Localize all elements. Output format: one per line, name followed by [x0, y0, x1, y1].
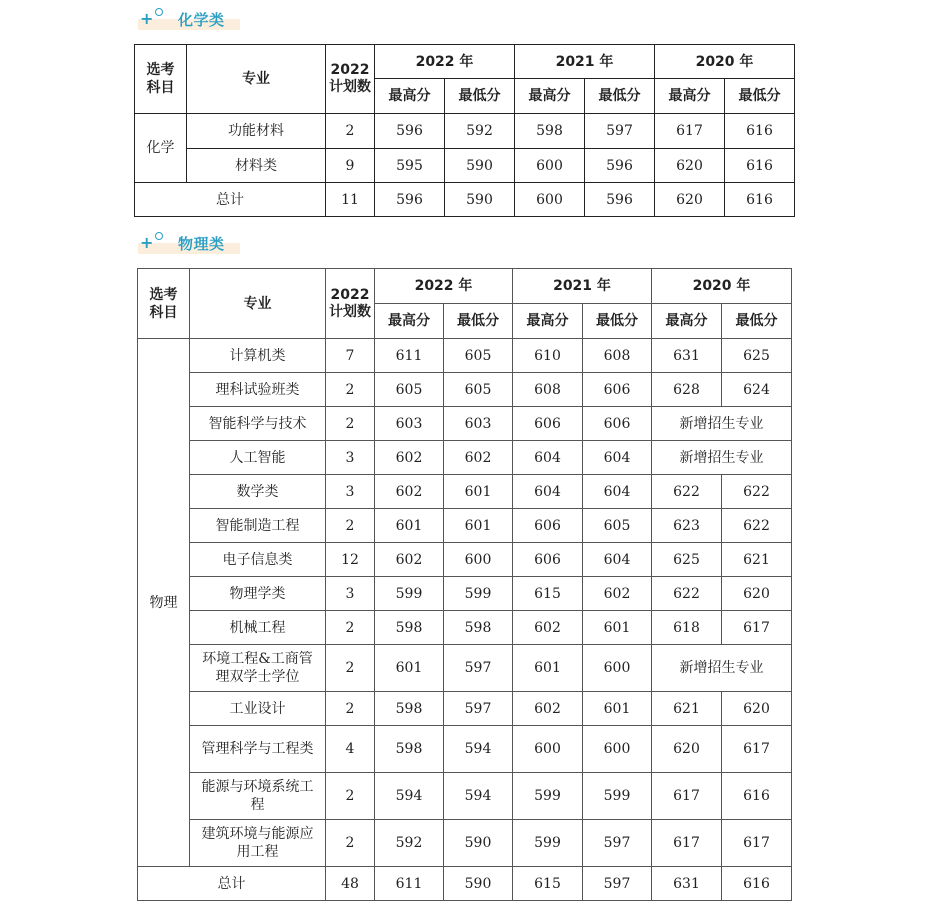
major-cell: 能源与环境系统工程 [190, 773, 326, 820]
score-cell: 625 [722, 339, 792, 373]
score-cell: 599 [513, 820, 583, 867]
score-cell: 611 [375, 867, 444, 901]
score-cell: 600 [515, 149, 585, 183]
subject-cell: 物理 [138, 339, 190, 867]
new-major-note: 新增招生专业 [652, 441, 792, 475]
score-cell: 620 [722, 692, 792, 726]
score-cell: 594 [375, 773, 444, 820]
plan-cell: 3 [326, 475, 375, 509]
score-cell: 605 [583, 509, 652, 543]
score-cell: 598 [375, 611, 444, 645]
plus-circle-icon: + [134, 232, 174, 254]
score-cell: 601 [583, 611, 652, 645]
min-score-header: 最低分 [444, 304, 513, 339]
score-cell: 603 [444, 407, 513, 441]
score-cell: 606 [583, 373, 652, 407]
score-cell: 616 [722, 867, 792, 901]
max-score-header: 最高分 [655, 79, 725, 114]
score-cell: 594 [444, 726, 513, 773]
score-cell: 601 [444, 509, 513, 543]
plan-cell: 2 [326, 645, 375, 692]
major-cell: 电子信息类 [190, 543, 326, 577]
score-cell: 628 [652, 373, 722, 407]
plan-cell: 4 [326, 726, 375, 773]
score-cell: 620 [655, 149, 725, 183]
table-row [138, 441, 792, 475]
score-cell: 604 [513, 441, 583, 475]
score-cell: 601 [375, 509, 444, 543]
plus-circle-icon: + [134, 8, 174, 30]
score-cell: 596 [375, 114, 445, 149]
score-cell: 606 [513, 543, 583, 577]
score-cell: 596 [585, 149, 655, 183]
score-cell: 621 [652, 692, 722, 726]
max-score-header: 最高分 [375, 79, 445, 114]
plan-cell: 9 [326, 149, 375, 183]
score-cell: 631 [652, 867, 722, 901]
score-cell: 608 [513, 373, 583, 407]
score-cell: 616 [725, 114, 795, 149]
max-score-header: 最高分 [652, 304, 722, 339]
major-cell: 机械工程 [190, 611, 326, 645]
table-row [138, 543, 792, 577]
score-cell: 617 [652, 773, 722, 820]
score-cell: 598 [375, 726, 444, 773]
plan-cell: 2 [326, 692, 375, 726]
score-cell: 596 [375, 183, 445, 217]
year-header: 2020 年 [652, 269, 792, 304]
score-cell: 610 [513, 339, 583, 373]
score-cell: 599 [375, 577, 444, 611]
plan-cell: 2 [326, 509, 375, 543]
plan-cell: 2 [326, 373, 375, 407]
score-cell: 622 [652, 475, 722, 509]
col-header-major: 专业 [187, 45, 326, 114]
score-cell: 615 [513, 577, 583, 611]
score-cell: 594 [444, 773, 513, 820]
score-cell: 590 [445, 149, 515, 183]
score-cell: 602 [583, 577, 652, 611]
major-cell: 建筑环境与能源应用工程 [190, 820, 326, 867]
score-cell: 602 [513, 611, 583, 645]
phys-score-table [137, 268, 792, 901]
score-cell: 617 [655, 114, 725, 149]
plan-cell: 2 [326, 611, 375, 645]
score-cell: 617 [722, 820, 792, 867]
table-row [138, 475, 792, 509]
score-cell: 601 [444, 475, 513, 509]
section-title: 物理类 [178, 234, 225, 253]
chem-score-table [134, 44, 795, 217]
score-cell: 620 [722, 577, 792, 611]
score-cell: 595 [375, 149, 445, 183]
score-cell: 601 [583, 692, 652, 726]
new-major-note: 新增招生专业 [652, 645, 792, 692]
plan-cell: 3 [326, 441, 375, 475]
col-header-subject: 选考科目 [138, 269, 190, 339]
table-row [138, 339, 792, 373]
score-cell: 622 [722, 509, 792, 543]
phys-body [138, 339, 792, 901]
col-header-plan: 2022计划数 [326, 269, 375, 339]
table-row [138, 820, 792, 867]
table-row [135, 149, 795, 183]
max-score-header: 最高分 [513, 304, 583, 339]
col-header-major: 专业 [190, 269, 326, 339]
table-row [138, 726, 792, 773]
plan-cell: 2 [326, 114, 375, 149]
year-header: 2021 年 [513, 269, 652, 304]
score-cell: 605 [444, 339, 513, 373]
major-cell: 环境工程&工商管理双学士学位 [190, 645, 326, 692]
major-cell: 智能制造工程 [190, 509, 326, 543]
score-cell: 621 [722, 543, 792, 577]
score-cell: 616 [725, 149, 795, 183]
score-cell: 606 [583, 407, 652, 441]
score-cell: 602 [375, 441, 444, 475]
score-cell: 604 [583, 441, 652, 475]
score-cell: 625 [652, 543, 722, 577]
major-cell: 材料类 [187, 149, 326, 183]
score-cell: 617 [722, 726, 792, 773]
score-cell: 590 [444, 820, 513, 867]
score-cell: 611 [375, 339, 444, 373]
table-row [138, 407, 792, 441]
score-cell: 606 [513, 407, 583, 441]
score-cell: 631 [652, 339, 722, 373]
chem-body [135, 114, 795, 217]
score-cell: 617 [652, 820, 722, 867]
score-cell: 608 [583, 339, 652, 373]
score-cell: 599 [513, 773, 583, 820]
score-cell: 597 [444, 692, 513, 726]
score-cell: 605 [375, 373, 444, 407]
table-row [138, 577, 792, 611]
major-cell: 管理科学与工程类 [190, 726, 326, 773]
max-score-header: 最高分 [375, 304, 444, 339]
min-score-header: 最低分 [725, 79, 795, 114]
score-cell: 597 [583, 820, 652, 867]
score-cell: 624 [722, 373, 792, 407]
subject-cell: 化学 [135, 114, 187, 183]
plan-cell: 11 [326, 183, 375, 217]
table-row [138, 373, 792, 407]
table-row [135, 114, 795, 149]
score-cell: 622 [652, 577, 722, 611]
year-header: 2020 年 [655, 45, 795, 79]
section-title: 化学类 [178, 10, 225, 29]
score-cell: 602 [444, 441, 513, 475]
total-label: 总计 [135, 183, 326, 217]
year-header: 2021 年 [515, 45, 655, 79]
score-cell: 598 [515, 114, 585, 149]
score-cell: 615 [513, 867, 583, 901]
major-cell: 智能科学与技术 [190, 407, 326, 441]
score-cell: 601 [375, 645, 444, 692]
score-cell: 600 [513, 726, 583, 773]
score-cell: 598 [375, 692, 444, 726]
major-cell: 数学类 [190, 475, 326, 509]
score-cell: 599 [583, 773, 652, 820]
min-score-header: 最低分 [585, 79, 655, 114]
score-cell: 592 [375, 820, 444, 867]
score-cell: 616 [722, 773, 792, 820]
table-row [138, 773, 792, 820]
score-cell: 604 [513, 475, 583, 509]
plan-cell: 12 [326, 543, 375, 577]
plan-cell: 2 [326, 773, 375, 820]
plan-cell: 2 [326, 820, 375, 867]
table-row [138, 509, 792, 543]
score-cell: 605 [444, 373, 513, 407]
major-cell: 物理学类 [190, 577, 326, 611]
major-cell: 功能材料 [187, 114, 326, 149]
min-score-header: 最低分 [583, 304, 652, 339]
plan-cell: 2 [326, 407, 375, 441]
plan-cell: 7 [326, 339, 375, 373]
plan-cell: 48 [326, 867, 375, 901]
score-cell: 603 [375, 407, 444, 441]
year-header: 2022 年 [375, 269, 513, 304]
score-cell: 597 [585, 114, 655, 149]
score-cell: 600 [515, 183, 585, 217]
section-header-chem [134, 8, 225, 30]
score-cell: 600 [583, 726, 652, 773]
total-label: 总计 [138, 867, 326, 901]
score-cell: 596 [585, 183, 655, 217]
major-cell: 理科试验班类 [190, 373, 326, 407]
table-row [138, 645, 792, 692]
score-cell: 592 [445, 114, 515, 149]
major-cell: 工业设计 [190, 692, 326, 726]
table-row [138, 611, 792, 645]
score-cell: 590 [445, 183, 515, 217]
score-cell: 600 [583, 645, 652, 692]
min-score-header: 最低分 [722, 304, 792, 339]
score-cell: 606 [513, 509, 583, 543]
score-cell: 601 [513, 645, 583, 692]
score-cell: 618 [652, 611, 722, 645]
score-cell: 597 [583, 867, 652, 901]
score-cell: 602 [375, 475, 444, 509]
score-cell: 616 [725, 183, 795, 217]
major-cell: 人工智能 [190, 441, 326, 475]
plan-cell: 3 [326, 577, 375, 611]
major-cell: 计算机类 [190, 339, 326, 373]
max-score-header: 最高分 [515, 79, 585, 114]
col-header-plan: 2022计划数 [326, 45, 375, 114]
score-cell: 604 [583, 543, 652, 577]
score-cell: 597 [444, 645, 513, 692]
score-cell: 602 [375, 543, 444, 577]
score-cell: 623 [652, 509, 722, 543]
total-row [138, 867, 792, 901]
phys-header [138, 269, 792, 339]
min-score-header: 最低分 [445, 79, 515, 114]
section-header-phys [134, 232, 225, 254]
score-cell: 598 [444, 611, 513, 645]
score-cell: 604 [583, 475, 652, 509]
score-cell: 617 [722, 611, 792, 645]
score-cell: 599 [444, 577, 513, 611]
score-cell: 590 [444, 867, 513, 901]
new-major-note: 新增招生专业 [652, 407, 792, 441]
score-cell: 602 [513, 692, 583, 726]
year-header: 2022 年 [375, 45, 515, 79]
table-row [138, 692, 792, 726]
total-row [135, 183, 795, 217]
col-header-subject: 选考科目 [135, 45, 187, 114]
score-cell: 620 [652, 726, 722, 773]
score-cell: 600 [444, 543, 513, 577]
chem-header [135, 45, 795, 114]
score-cell: 620 [655, 183, 725, 217]
score-cell: 622 [722, 475, 792, 509]
